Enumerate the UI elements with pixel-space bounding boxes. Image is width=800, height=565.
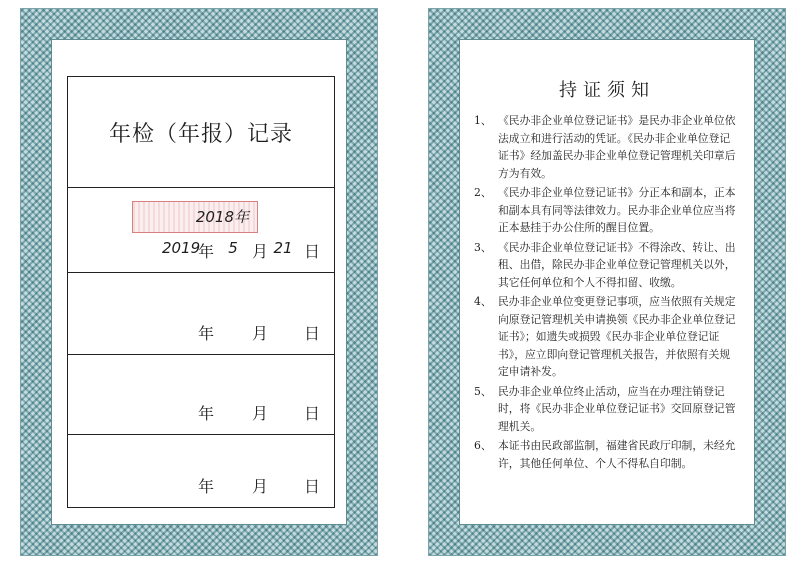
unit-month: 月 <box>251 324 268 343</box>
notice-number: 2、 <box>474 186 492 199</box>
date-year-3 <box>162 401 198 424</box>
record-title: 年检（年报）记录 <box>68 77 334 188</box>
date-year-4 <box>162 474 198 497</box>
notice-text: 《民办非企业单位登记证书》是民办非企业单位依法成立和进行活动的凭证。《民办非企业单位登记证书》经加盖民办非企业单位登记管理机关印章后方为有效。 <box>498 114 736 180</box>
unit-year: 年 <box>197 404 214 423</box>
date-line-1 <box>162 239 320 262</box>
notice-list <box>474 112 740 474</box>
date-month-4 <box>214 474 252 497</box>
date-month-2 <box>214 321 252 344</box>
notice-item <box>474 293 740 381</box>
notice-item <box>474 239 740 292</box>
record-row-2 <box>68 273 334 355</box>
annual-inspection-table <box>67 76 335 508</box>
notice-text: 民办非企业单位终止活动，应当在办理注销登记时，将《民办非企业单位登记证书》交回原登记管理机关。 <box>498 384 736 433</box>
date-day-1: 21 <box>273 239 293 257</box>
unit-day: 日 <box>303 404 320 423</box>
notice-text: 民办非企业单位变更登记事项，应当依照有关规定向原登记管理机关申请换领《民办非企业单位登记证书》；如遗失或损毁《民办非企业单位登记证书》，应立即向登记管理机关报告，并依照有关规定申请补发。 <box>498 295 736 378</box>
notice-number: 4、 <box>474 295 492 308</box>
unit-year: 年 <box>197 324 214 343</box>
unit-month: 月 <box>251 477 268 496</box>
unit-month: 月 <box>251 404 268 423</box>
date-line-3 <box>162 401 320 424</box>
notice-number: 3、 <box>474 240 492 254</box>
unit-month: 月 <box>251 242 268 261</box>
unit-year: 年 <box>197 477 214 496</box>
record-row-4 <box>68 435 334 507</box>
date-month-3 <box>214 401 252 424</box>
notice-number: 6、 <box>474 439 492 452</box>
notice-item <box>474 112 740 182</box>
date-line-4 <box>162 474 320 497</box>
right-page <box>428 8 786 556</box>
notice-item <box>474 184 740 237</box>
date-day-4 <box>268 474 298 497</box>
notice-text: 《民办非企业单位登记证书》不得涂改、转让、出租、出借，除民办非企业单位登记管理机关以外，其它任何单位和个人不得扣留、收缴。 <box>498 240 736 289</box>
notice-number: 1、 <box>474 114 492 127</box>
date-day-3 <box>268 401 298 424</box>
date-year-2 <box>162 321 198 344</box>
date-year-1: 2019 <box>161 239 201 257</box>
unit-day: 日 <box>303 242 320 261</box>
date-day-2 <box>268 321 298 344</box>
left-page <box>20 8 378 556</box>
notice-item <box>474 383 740 436</box>
unit-day: 日 <box>303 324 320 343</box>
left-page-inner <box>51 39 347 525</box>
notice-text: 本证书由民政部监制，福建省民政厅印制，未经允许，其他任何单位、个人不得私自印制。 <box>498 439 736 470</box>
notice-title: 持证须知 <box>559 80 655 101</box>
date-month-1: 5 <box>228 239 238 257</box>
year-stamp <box>132 201 258 233</box>
record-row-3 <box>68 355 334 435</box>
right-page-inner <box>459 39 755 525</box>
date-line-2 <box>162 321 320 344</box>
unit-year: 年 <box>197 242 214 261</box>
notice-item <box>474 437 740 472</box>
record-row-1 <box>68 187 334 273</box>
stamp-text: 2018年 <box>195 208 249 226</box>
notice-text: 《民办非企业单位登记证书》分正本和副本，正本和副本具有同等法律效力。民办非企业单位应当将正本悬挂于办公住所的醒目位置。 <box>498 186 736 234</box>
notice-number: 5、 <box>474 384 492 398</box>
unit-day: 日 <box>303 477 320 496</box>
